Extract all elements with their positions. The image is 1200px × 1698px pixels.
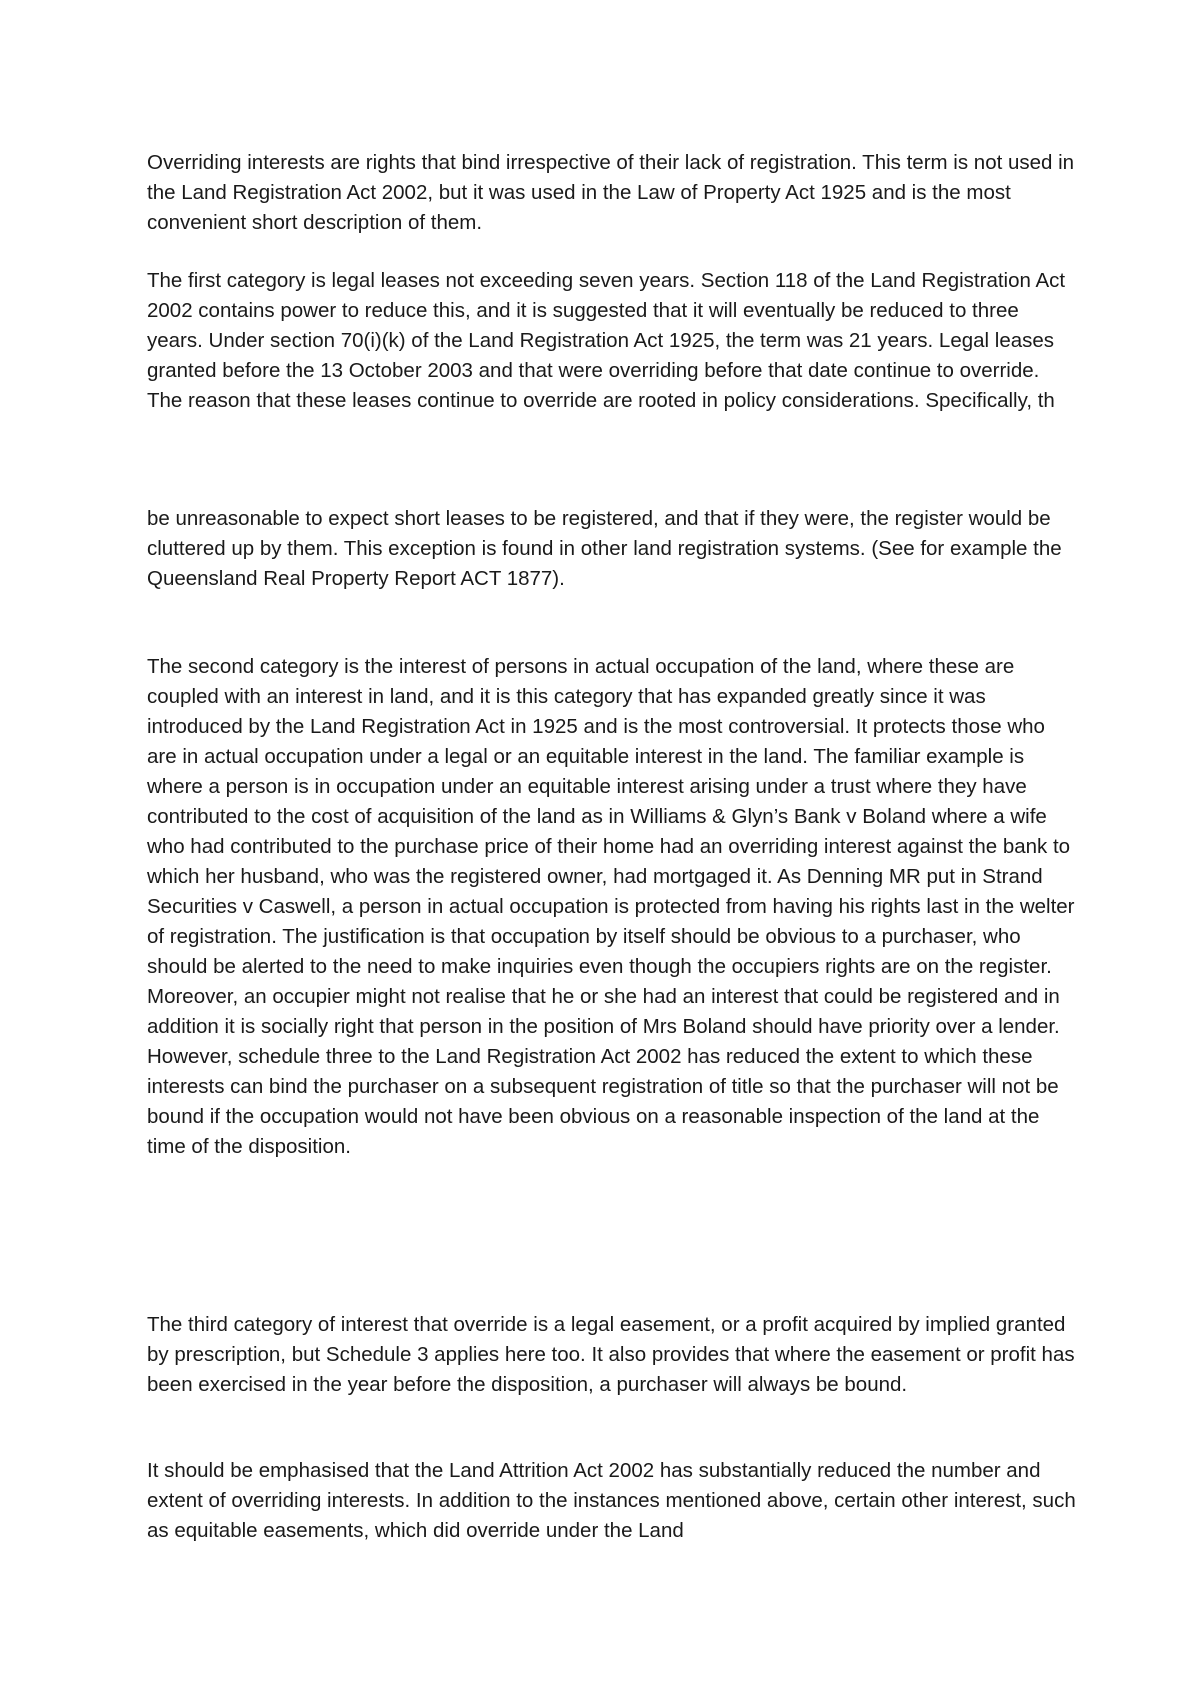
paragraph-overriding-interests-intro: Overriding interests are rights that bind irrespective of their lack of registration. This term is not used in the Land Registration Act 2002, but it was used in the Law of Property Act 1925 and is the most convenient short description of them. bbox=[147, 151, 1075, 234]
paragraph-emphasis-reduction: It should be emphasised that the Land Attrition Act 2002 has substantially reduced the number and extent of overriding interests. In addition to the instances mentioned above, certain other interest, such as equitable easements, which did override under the Land bbox=[147, 1459, 1076, 1542]
paragraph-short-leases-continuation: be unreasonable to expect short leases to be registered, and that if they were, the register would be cluttered up by them. This exception is found in other land registration systems. (See for example the Queensland Real Property Report ACT 1877). bbox=[147, 507, 1062, 590]
paragraph-second-category: The second category is the interest of persons in actual occupation of the land, where these are coupled with an interest in land, and it is this category that has expanded greatly since it was introduced by the Land Registration Act in 1925 and is the most controversial. It protects those who are in actual occupation under a legal or an equitable interest in the land. The familiar example is where a person is in occupation under an equitable interest arising under a trust where they have contributed to the cost of acquisition of the land as in Williams & Glyn’s Bank v Boland where a wife who had contributed to the purchase price of their home had an overriding interest against the bank to which her husband, who was the registered owner, had mortgaged it. As Denning MR put in Strand Securities v Caswell, a person in actual occupation is protected from having his rights last in the welter of registration. The justification is that occupation by itself should be obvious to a purchaser, who should be alerted to the need to make inquiries even though the occupiers rights are on the register. Moreover, an occupier might not realise that he or she had an interest that could be registered and in addition it is socially right that person in the position of Mrs Boland should have priority over a lender. However, schedule three to the Land Registration Act 2002 has reduced the extent to which these interests can bind the purchaser on a subsequent registration of title so that the purchaser will not be bound if the occupation would not have been obvious on a reasonable inspection of the land at the time of the disposition. bbox=[147, 655, 1075, 1158]
paragraph-third-category: The third category of interest that override is a legal easement, or a profit acquired by implied granted by prescription, but Schedule 3 applies here too. It also provides that where the easement or profit has been exercised in the year before the disposition, a purchaser will always be bound. bbox=[147, 1313, 1075, 1396]
paragraph-first-category: The first category is legal leases not exceeding seven years. Section 118 of the Land Registration Act 2002 contains power to reduce this, and it is suggested that it will eventually be reduced to three years. Under section 70(i)(k) of the Land Registration Act 1925, the term was 21 years. Legal leases granted before the 13 October 2003 and that were overriding before that date continue to override. The reason that these leases continue to override are rooted in policy considerations. Specifically, th bbox=[147, 269, 1066, 412]
